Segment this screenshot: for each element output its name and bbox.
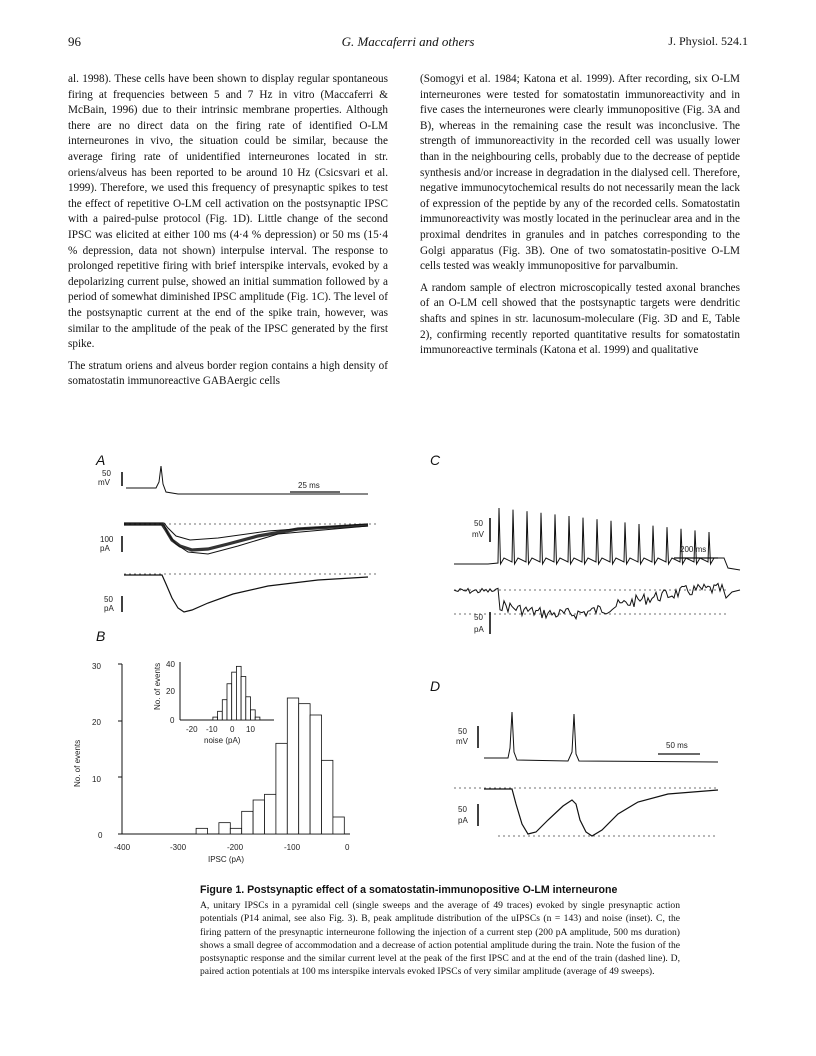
panel-d [454, 712, 718, 836]
histogram-bar [242, 811, 253, 834]
histogram-bar [287, 698, 298, 834]
inset-y-axis-label: No. of events [153, 662, 162, 710]
panel-a-mv-unit: mV [98, 478, 110, 487]
inset-y-tick: 20 [166, 687, 175, 696]
panel-a-pa1-unit: pA [100, 544, 110, 553]
paired-ipsc-trace [484, 789, 718, 836]
body-paragraph: The stratum oriens and alveus border region contains a high density of somatostatin immunoreactive GABAergic cells [68, 359, 388, 388]
panel-a-pa2-unit: pA [104, 604, 114, 613]
histogram-bar [246, 697, 251, 720]
caption-title: Figure 1. Postsynaptic effect of a somatostatin-immunopositive O-LM interneurone [200, 884, 618, 896]
histogram-bar [196, 828, 207, 834]
panel-b-inset [153, 660, 274, 745]
histogram-bar [232, 672, 237, 720]
panel-d-pa-value: 50 [458, 805, 467, 814]
panel-c-mv-value: 50 [474, 519, 483, 528]
single-sweep-traces [124, 524, 368, 550]
body-paragraph: (Somogyi et al. 1984; Katona et al. 1999). After recording, six O-LM interneurones were tested for somatostatin immunoreactivity and in five cases the interneurones were clearly immunopositive (Fig. 3A and B), whereas in the remaining case the result was inconclusive. The strength of immunoreactivity in the recorded cell was usually lower than in the neighbouring cells, probably due to the decrease of peptide synthesis and/or increase in degradation in the dialysed cell. Therefore, negative immunocytochemical results do not necessarily mean the lack of expression of the peptide by any of the recorded cells. Somatostatin immunoreactivity was mostly located in the perinuclear area and in the proximal dendrites in granules and in patches corresponding to the Golgi apparatus (Fig. 3B). One of two somatostatin-positive O-LM cells tested was weakly immunopositive for parvalbumin. [420, 73, 740, 273]
y-tick-label: 30 [92, 662, 101, 671]
running-header [68, 34, 748, 52]
histogram-bar [255, 717, 260, 720]
x-tick-label: -400 [114, 843, 131, 852]
histogram-bar [276, 743, 287, 834]
histogram-bar [251, 710, 256, 720]
inset-x-axis-label: noise (pA) [204, 736, 241, 745]
panel-d-time-label: 50 ms [666, 741, 688, 750]
figure-1 [68, 452, 748, 870]
panel-c [454, 508, 740, 634]
histogram-bar [227, 684, 232, 720]
panel-c-pa-unit: pA [474, 625, 484, 634]
figure-graphics [68, 452, 748, 870]
histogram-bar [219, 823, 230, 834]
running-authors: G. Maccaferri and others [341, 34, 475, 49]
inset-x-tick: 10 [246, 725, 255, 734]
panel-b-histogram [73, 662, 350, 864]
y-tick-label: 20 [92, 718, 101, 727]
inset-bars [213, 666, 260, 720]
spike-train-trace [454, 508, 740, 570]
panel-a [98, 466, 378, 613]
body-paragraph: al. 1998). These cells have been shown to display regular spontaneous firing at frequencies between 5 and 7 Hz in vitro (Maccaferri & McBain, 1996) due to their intrinsic membrane properties. Although there are no direct data on the firing rate of identified O-LM interneurones in vivo, the situation could be similar, because the average firing rate of unidentified interneurones located in str. oriens/alveus has been reported to be around 10 Hz (Csicsvari et al. 1999). Therefore, we used this frequency of presynaptic spikes to test the effect of repetitive O-LM cell activation on the postsynaptic IPSC with a paired-pulse protocol (Fig. 1D). Little change of the second IPSC was elicited at either 100 ms (4·4 % depression) or 50 ms (15·4 % depression, data not shown) interpulse interval. The response to prolonged repetitive firing with brief interspike intervals, evoked by a depolarizing current pulse, showed an initial summation followed by a period of somewhat diminished IPSC amplitude (Fig. 1C). The level of the postsynaptic current at the end of the spike train, however, was similar to the amplitude of the peak of the IPSC generated by the first spike. [68, 73, 388, 351]
panel-a-pa1-value: 100 [100, 535, 114, 544]
panel-d-pa-unit: pA [458, 816, 468, 825]
figure-caption [200, 884, 680, 978]
x-tick-label: -200 [227, 843, 244, 852]
histogram-bar [241, 677, 246, 721]
postsynaptic-current-trace [454, 584, 740, 619]
y-axis-label: No. of events [73, 739, 82, 787]
histogram-bar [322, 760, 333, 834]
histogram-bar [236, 666, 241, 720]
panel-c-letter: C [430, 452, 441, 468]
histogram-bar [218, 711, 223, 720]
journal-reference: J. Physiol. 524.1 [668, 34, 748, 48]
histogram-bar [310, 715, 321, 834]
x-tick-label: -100 [284, 843, 301, 852]
panel-a-time-label: 25 ms [298, 481, 320, 490]
panel-d-letter: D [430, 678, 441, 694]
x-axis-label: IPSC (pA) [208, 855, 245, 864]
left-text-column [68, 72, 388, 396]
panel-b-letter: B [96, 628, 106, 644]
panel-c-mv-unit: mV [472, 530, 484, 539]
histogram-bar [222, 700, 227, 720]
inset-y-tick: 0 [170, 716, 175, 725]
y-tick-label: 0 [98, 831, 103, 840]
x-tick-label: 0 [345, 843, 350, 852]
page-number: 96 [68, 34, 81, 49]
panel-d-mv-value: 50 [458, 727, 467, 736]
panel-c-time-label: 200 ms [680, 545, 707, 554]
histogram-bar [230, 828, 241, 834]
inset-x-tick: -10 [206, 725, 218, 734]
histogram-bar [213, 717, 218, 720]
histogram-bar [333, 817, 344, 834]
average-ipsc-trace [124, 575, 368, 612]
inset-x-tick: -20 [186, 725, 198, 734]
inset-y-tick: 40 [166, 660, 175, 669]
body-paragraph: A random sample of electron microscopically tested axonal branches of an O-LM cell showed that the postsynaptic targets were dendritic shafts and spines in str. lacunosum-moleculare (Fig. 3D and E, Table 2), confirming recently reported quantitative results for somatostatin immunoreactive terminals (Katona et al. 1999) and qualitative [420, 281, 740, 357]
panel-a-mv-value: 50 [102, 469, 111, 478]
histogram-bar [253, 800, 264, 834]
panel-a-letter: A [96, 452, 106, 468]
histogram-bar [299, 704, 310, 834]
x-tick-label: -300 [170, 843, 187, 852]
inset-x-tick: 0 [230, 725, 235, 734]
y-tick-label: 10 [92, 775, 101, 784]
caption-text: A, unitary IPSCs in a pyramidal cell (single sweeps and the average of 49 traces) evoked by single presynaptic action potentials (P14 animal, see also Fig. 3). B, peak amplitude distribution of the uIPSCs (n = 143) and noise (inset). C, the firing pattern of the presynaptic interneurone following the injection of a current step (200 pA amplitude, 500 ms duration) shows a small degree of accommodation and a decrease of action potential amplitude during the train. Note the fusion of the postsynaptic response and the similar current level at the peak of the first IPSC and at the end of the train (dashed line). D, paired action potentials at 100 ms interspike intervals evoked IPSCs of very similar amplitude (average of 49 sweeps). [200, 900, 680, 978]
histogram-bar [265, 794, 276, 834]
panel-c-pa-value: 50 [474, 613, 483, 622]
right-text-column [420, 72, 740, 365]
panel-a-pa2-value: 50 [104, 595, 113, 604]
presynaptic-spike-trace [126, 466, 368, 494]
panel-d-mv-unit: mV [456, 737, 468, 746]
